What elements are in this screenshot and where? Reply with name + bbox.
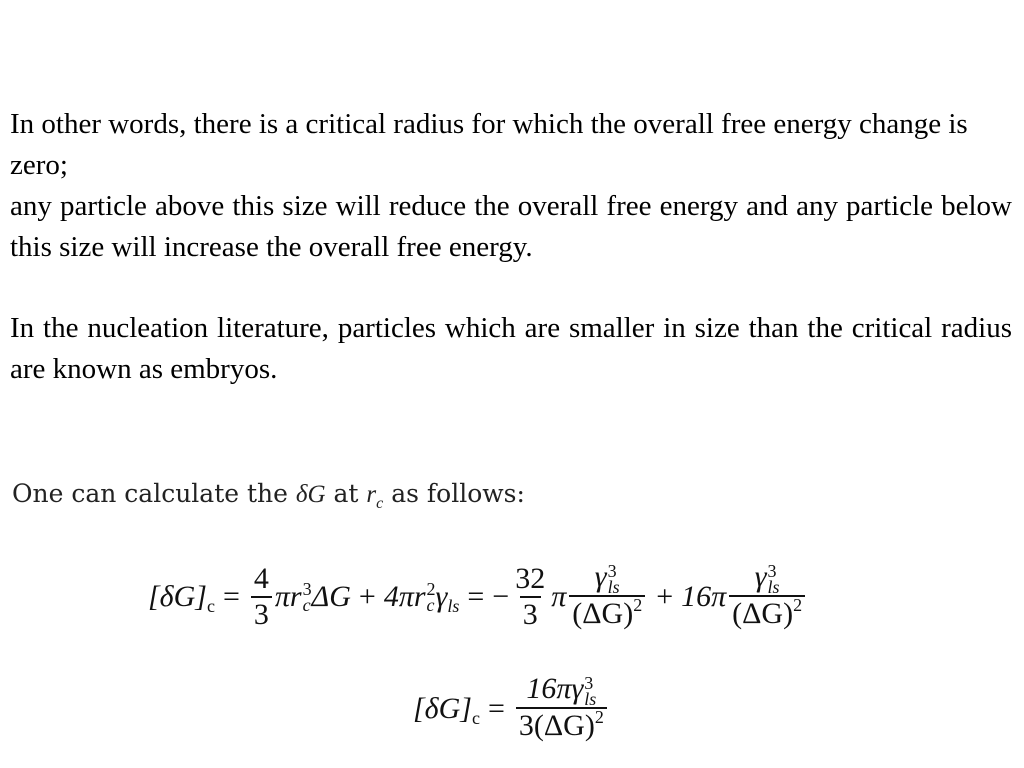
eq1-t2-sub: c [426, 595, 435, 616]
eq1-frac-32-3 [512, 562, 548, 632]
equation-free-energy-critical [413, 672, 610, 746]
eq1-4pi-r: 4πr [383, 580, 426, 614]
eq2-lhs-sub: c [471, 707, 480, 728]
eq2-fraction [516, 672, 607, 746]
eq1-frac4-den-sup: 2 [793, 595, 803, 616]
eq1-frac3-den [569, 595, 645, 634]
eq2-denominator [516, 707, 607, 746]
equation-free-energy-expansion [148, 560, 808, 634]
eq1-t2-supsub [426, 579, 436, 616]
lead-suffix: as follows: [383, 479, 525, 508]
lead-r-sub: c [376, 495, 384, 512]
eq1-lhs: [δG] [148, 580, 207, 614]
eq1-frac3-den-sup: 2 [633, 595, 643, 616]
eq2-num-base: 16πγ [526, 672, 584, 705]
eq1-equals-2: = [467, 580, 485, 614]
eq1-minus: − [492, 580, 510, 614]
eq1-frac4-supsub [767, 561, 780, 598]
lead-r: r [366, 481, 377, 508]
eq2-den-base: 3(ΔG) [518, 709, 595, 743]
eq1-delta-g: ΔG [311, 580, 351, 614]
eq1-gamma: γ [435, 580, 448, 614]
lead-middle: at [325, 479, 367, 508]
eq1-t1-sub: c [302, 595, 311, 616]
lead-delta-g: δG [295, 481, 326, 508]
eq1-equals: = [222, 580, 240, 614]
eq1-frac3-gamma: γ [594, 560, 607, 593]
eq1-frac2-den: 3 [520, 596, 541, 632]
eq1-pi: π [551, 580, 567, 614]
paragraph-embryos [10, 308, 1012, 390]
eq1-frac4-num [752, 560, 783, 598]
eq1-frac-4-3 [251, 562, 272, 632]
lead-prefix: One can calculate the [12, 479, 296, 508]
eq1-frac-gamma-dg [569, 560, 645, 634]
eq1-gamma-sub: ls [447, 595, 460, 616]
eq1-frac3-num [592, 560, 623, 598]
paragraph-embryos-text: In the nucleation literature, particles which are smaller in size than the critical radius are known as embryos. [10, 312, 1012, 385]
eq2-num-supsub [584, 673, 597, 710]
eq1-t2-sup: 2 [426, 579, 436, 600]
paragraph-line-1: In other words, there is a critical radius for which the overall free energy change is zero; [10, 108, 968, 181]
eq1-frac-gamma-dg-2 [729, 560, 805, 634]
eq1-frac1-num: 4 [253, 562, 269, 596]
eq1-frac3-sup: 3 [607, 561, 617, 582]
eq1-t1-supsub [302, 579, 312, 616]
eq1-frac4-den [729, 595, 805, 634]
eq1-pi-r: πr [274, 580, 302, 614]
eq1-plus-2: + [656, 580, 674, 614]
eq2-den-sup: 2 [594, 707, 604, 728]
eq1-frac4-sup: 3 [767, 561, 777, 582]
eq1-frac1-den: 3 [251, 596, 272, 632]
eq1-plus: + [358, 580, 376, 614]
paragraph-line-2: any particle above this size will reduce the overall free energy and any particle below this size will increase the overall free energy. [10, 190, 1012, 263]
eq2-numerator [523, 672, 599, 710]
eq1-frac3-supsub [607, 561, 620, 598]
eq1-frac4-den-base: (ΔG) [732, 597, 794, 631]
eq1-lhs-sub: c [206, 595, 215, 616]
eq2-num-sub: ls [584, 689, 597, 710]
equation-lead-in [12, 479, 525, 512]
eq2-equals: = [487, 692, 505, 726]
eq2-lhs: [δG] [413, 692, 472, 726]
eq1-frac2-num: 32 [515, 562, 546, 596]
eq2-num-sup: 3 [584, 673, 594, 694]
eq1-16pi: 16π [681, 580, 727, 614]
paragraph-critical-radius [10, 104, 1012, 268]
eq1-frac3-sub: ls [607, 577, 620, 598]
eq1-frac4-sub: ls [767, 577, 780, 598]
eq1-frac4-gamma: γ [754, 560, 767, 593]
eq1-t1-sup: 3 [302, 579, 312, 600]
eq1-frac3-den-base: (ΔG) [572, 597, 634, 631]
